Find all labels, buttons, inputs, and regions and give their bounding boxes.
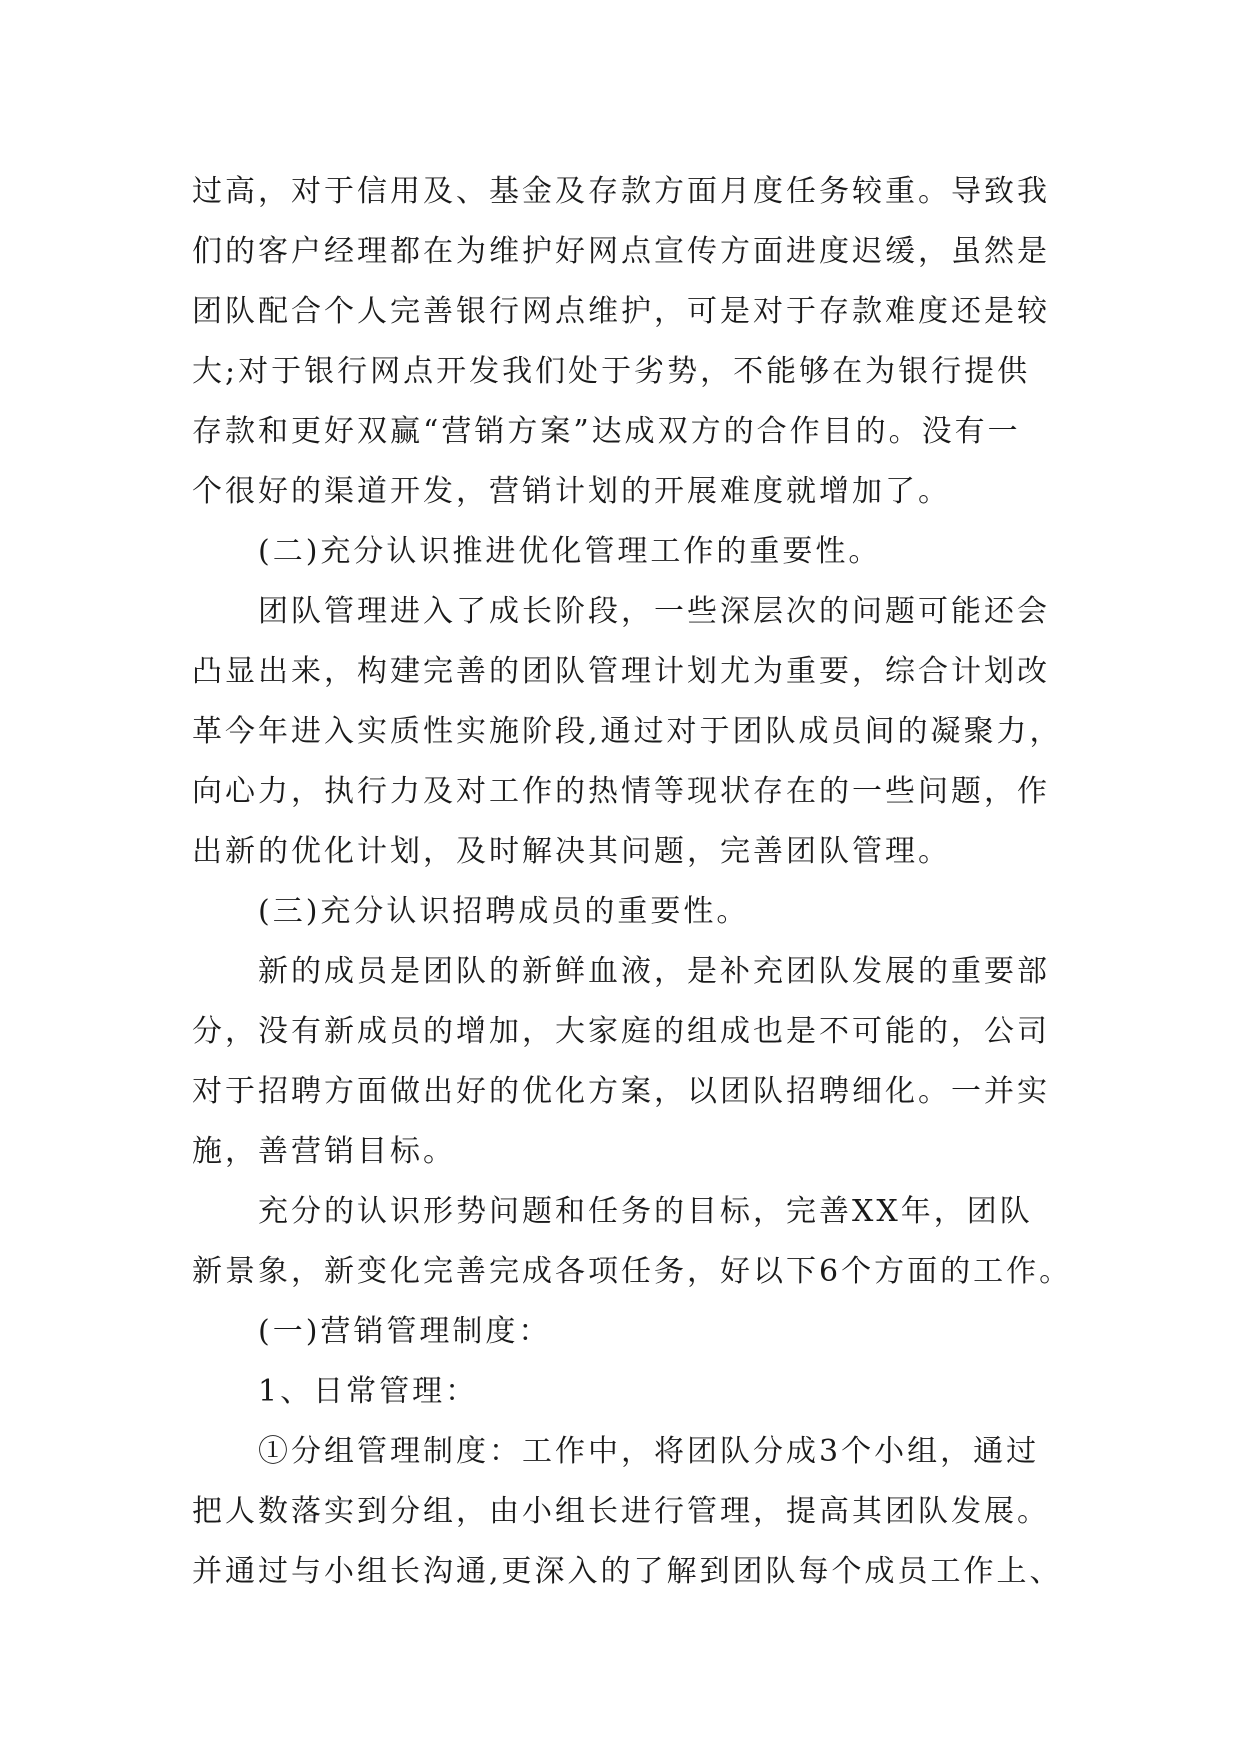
- text-line: 团队配合个人完善银行网点维护，可是对于存款难度还是较: [192, 294, 1050, 329]
- text-line: ①分组管理制度：工作中，将团队分成3个小组，通过: [258, 1434, 1040, 1469]
- paragraph-goals: [192, 1182, 1073, 1302]
- text-line: 1、日常管理：: [258, 1374, 479, 1409]
- text-line: 团队管理进入了成长阶段，一些深层次的问题可能还会: [258, 594, 1050, 629]
- text-line: 把人数落实到分组，由小组长进行管理，提高其团队发展。: [192, 1494, 1050, 1529]
- text-line: 并通过与小组长沟通,更深入的了解到团队每个成员工作上、: [192, 1554, 1063, 1589]
- text-line: 过高，对于信用及、基金及存款方面月度任务较重。导致我: [192, 174, 1050, 209]
- paragraph-group-management: [192, 1422, 1063, 1602]
- text-line: 凸显出来，构建完善的团队管理计划尤为重要，综合计划改: [192, 654, 1050, 689]
- section-heading-recruitment: [192, 882, 1052, 942]
- text-line: 出新的优化计划，及时解决其问题，完善团队管理。: [192, 834, 951, 869]
- text-line: 革今年进入实质性实施阶段,通过对于团队成员间的凝聚力，: [192, 714, 1063, 749]
- text-line: (三)充分认识招聘成员的重要性。: [258, 894, 750, 929]
- text-line: 充分的认识形势问题和任务的目标，完善XX年，团队: [258, 1194, 1033, 1229]
- paragraph-new-members: [192, 942, 1052, 1182]
- text-line: 们的客户经理都在为维护好网点宣传方面进度迟缓，虽然是: [192, 234, 1050, 269]
- section-heading-optimize-management: [192, 522, 1052, 582]
- section-heading-marketing-system: [192, 1302, 1052, 1362]
- text-line: 存款和更好双赢“营销方案”达成双方的合作目的。没有一: [192, 414, 1021, 449]
- text-line: 对于招聘方面做出好的优化方案，以团队招聘细化。一并实: [192, 1074, 1050, 1109]
- text-line: (二)充分认识推进优化管理工作的重要性。: [258, 534, 882, 569]
- text-line: (一)营销管理制度：: [258, 1314, 552, 1349]
- text-line: 新景象，新变化完善完成各项任务，好以下6个方面的工作。: [192, 1254, 1073, 1289]
- text-line: 个很好的渠道开发，营销计划的开展难度就增加了。: [192, 474, 951, 509]
- paragraph-team-management: [192, 582, 1063, 882]
- text-line: 大;对于银行网点开发我们处于劣势，不能够在为银行提供: [192, 354, 1031, 389]
- text-line: 向心力，执行力及对工作的热情等现状存在的一些问题，作: [192, 774, 1050, 809]
- text-line: 新的成员是团队的新鲜血液，是补充团队发展的重要部: [258, 954, 1050, 989]
- text-line: 施，善营销目标。: [192, 1134, 456, 1169]
- paragraph-workload: [192, 162, 1052, 522]
- subsection-heading-daily-management: [192, 1362, 1052, 1422]
- text-line: 分，没有新成员的增加，大家庭的组成也是不可能的，公司: [192, 1014, 1050, 1049]
- document-body: [192, 162, 1073, 1602]
